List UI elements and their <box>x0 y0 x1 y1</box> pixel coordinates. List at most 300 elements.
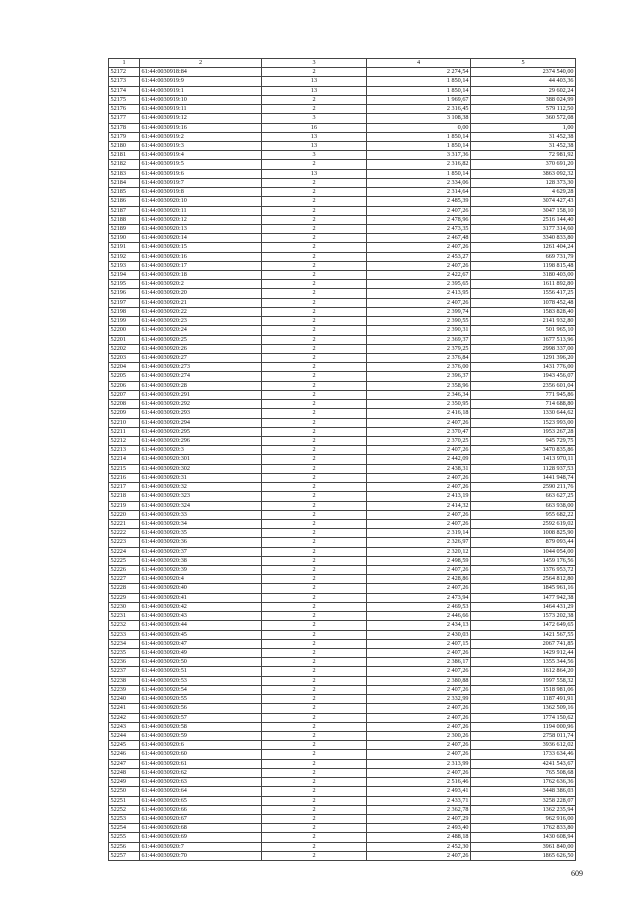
table-row <box>109 787 576 796</box>
cadastral-value-cell: 579 112,50 <box>471 105 576 114</box>
cadastral-value-cell: 3448 386,03 <box>471 787 576 796</box>
row-number-cell: 52222 <box>109 529 140 538</box>
specific-value-cell: 0,00 <box>367 123 471 132</box>
table-row <box>109 390 576 399</box>
table-row <box>109 473 576 482</box>
cadastral-number-cell: 61:44:0030920:21 <box>140 298 262 307</box>
cadastral-value-cell: 1044 054,00 <box>471 547 576 556</box>
group-cell: 2 <box>262 436 367 445</box>
cadastral-number-cell: 61:44:0030919:8 <box>140 188 262 197</box>
specific-value-cell: 2 414,32 <box>367 501 471 510</box>
group-cell: 2 <box>262 510 367 519</box>
cadastral-number-cell: 61:44:0030920:24 <box>140 326 262 335</box>
cadastral-value-cell: 44 403,36 <box>471 77 576 86</box>
cadastral-number-cell: 61:44:0030920:66 <box>140 805 262 814</box>
cadastral-number-cell: 61:44:0030920:50 <box>140 658 262 667</box>
cadastral-value-cell: 72 981,92 <box>471 151 576 160</box>
cadastral-value-cell: 945 729,75 <box>471 436 576 445</box>
specific-value-cell: 2 430,03 <box>367 630 471 639</box>
row-number-cell: 52216 <box>109 473 140 482</box>
cadastral-value-cell: 1762 636,36 <box>471 778 576 787</box>
specific-value-cell: 2 478,96 <box>367 215 471 224</box>
group-cell: 13 <box>262 141 367 150</box>
cadastral-number-cell: 61:44:0030920:4 <box>140 575 262 584</box>
row-number-cell: 52177 <box>109 114 140 123</box>
specific-value-cell: 2 407,26 <box>367 768 471 777</box>
group-cell: 2 <box>262 538 367 547</box>
group-cell: 2 <box>262 317 367 326</box>
specific-value-cell: 2 428,86 <box>367 575 471 584</box>
cadastral-value-cell: 2564 812,80 <box>471 575 576 584</box>
table-row <box>109 796 576 805</box>
specific-value-cell: 2 446,66 <box>367 612 471 621</box>
cadastral-number-cell: 61:44:0030920:45 <box>140 630 262 639</box>
row-number-cell: 52245 <box>109 741 140 750</box>
specific-value-cell: 2 442,09 <box>367 455 471 464</box>
group-cell: 2 <box>262 824 367 833</box>
specific-value-cell: 2 319,14 <box>367 529 471 538</box>
group-cell: 2 <box>262 833 367 842</box>
row-number-cell: 52246 <box>109 750 140 759</box>
group-cell: 2 <box>262 400 367 409</box>
specific-value-cell: 2 358,96 <box>367 381 471 390</box>
cadastral-value-cell: 1291 396,20 <box>471 354 576 363</box>
row-number-cell: 52233 <box>109 630 140 639</box>
specific-value-cell: 2 407,26 <box>367 713 471 722</box>
cadastral-number-cell: 61:44:0030920:60 <box>140 750 262 759</box>
cadastral-value-cell: 2516 144,40 <box>471 215 576 224</box>
cadastral-number-cell: 61:44:0030920:34 <box>140 519 262 528</box>
row-number-cell: 52257 <box>109 851 140 860</box>
table-row <box>109 271 576 280</box>
specific-value-cell: 2 376,00 <box>367 363 471 372</box>
row-number-cell: 52206 <box>109 381 140 390</box>
row-number-cell: 52188 <box>109 215 140 224</box>
cadastral-number-cell: 61:44:0030920:291 <box>140 390 262 399</box>
row-number-cell: 52187 <box>109 206 140 215</box>
table-row <box>109 344 576 353</box>
cadastral-value-cell: 1573 202,38 <box>471 612 576 621</box>
row-number-cell: 52180 <box>109 141 140 150</box>
row-number-cell: 52191 <box>109 243 140 252</box>
cadastral-value-cell: 3074 427,43 <box>471 197 576 206</box>
specific-value-cell: 2 320,12 <box>367 547 471 556</box>
row-number-cell: 52210 <box>109 418 140 427</box>
row-number-cell: 52175 <box>109 95 140 104</box>
specific-value-cell: 2 326,97 <box>367 538 471 547</box>
cadastral-number-cell: 61:44:0030920:57 <box>140 713 262 722</box>
specific-value-cell: 2 422,67 <box>367 271 471 280</box>
cadastral-value-cell: 1583 828,40 <box>471 307 576 316</box>
cadastral-number-cell: 61:44:0030920:43 <box>140 612 262 621</box>
row-number-cell: 52205 <box>109 372 140 381</box>
cadastral-number-cell: 61:44:0030920:54 <box>140 685 262 694</box>
row-number-cell: 52249 <box>109 778 140 787</box>
column-header: 4 <box>367 59 471 68</box>
table-row <box>109 243 576 252</box>
specific-value-cell: 2 407,26 <box>367 667 471 676</box>
cadastral-value-cell: 1556 417,25 <box>471 289 576 298</box>
cadastral-value-cell: 3180 403,00 <box>471 271 576 280</box>
specific-value-cell: 2 407,26 <box>367 704 471 713</box>
specific-value-cell: 2 452,30 <box>367 842 471 851</box>
cadastral-value-cell: 3470 835,86 <box>471 446 576 455</box>
table-row <box>109 326 576 335</box>
table-row <box>109 234 576 243</box>
cadastral-number-cell: 61:44:0030919:9 <box>140 77 262 86</box>
group-cell: 2 <box>262 243 367 252</box>
specific-value-cell: 2 473,35 <box>367 224 471 233</box>
specific-value-cell: 2 438,31 <box>367 464 471 473</box>
table-row <box>109 639 576 648</box>
table-row <box>109 261 576 270</box>
group-cell: 2 <box>262 354 367 363</box>
cadastral-number-cell: 61:44:0030920:292 <box>140 400 262 409</box>
table-row <box>109 363 576 372</box>
cadastral-value-cell: 1518 981,06 <box>471 685 576 694</box>
specific-value-cell: 2 516,46 <box>367 778 471 787</box>
cadastral-number-cell: 61:44:0030920:65 <box>140 796 262 805</box>
column-header: 2 <box>140 59 262 68</box>
group-cell: 2 <box>262 261 367 270</box>
cadastral-number-cell: 61:44:0030920:63 <box>140 778 262 787</box>
cadastral-number-cell: 61:44:0030920:7 <box>140 842 262 851</box>
cadastral-value-cell: 2998 337,00 <box>471 344 576 353</box>
specific-value-cell: 2 407,26 <box>367 519 471 528</box>
row-number-cell: 52203 <box>109 354 140 363</box>
row-number-cell: 52235 <box>109 649 140 658</box>
table-row <box>109 418 576 427</box>
cadastral-value-cell: 31 452,38 <box>471 141 576 150</box>
cadastral-value-cell: 1774 150,62 <box>471 713 576 722</box>
specific-value-cell: 2 362,78 <box>367 805 471 814</box>
group-cell: 16 <box>262 123 367 132</box>
specific-value-cell: 2 370,25 <box>367 436 471 445</box>
row-number-cell: 52172 <box>109 68 140 77</box>
cadastral-number-cell: 61:44:0030920:61 <box>140 759 262 768</box>
specific-value-cell: 2 274,54 <box>367 68 471 77</box>
cadastral-number-cell: 61:44:0030920:39 <box>140 566 262 575</box>
cadastral-value-cell: 2758 011,74 <box>471 731 576 740</box>
group-cell: 13 <box>262 77 367 86</box>
cadastral-number-cell: 61:44:0030920:42 <box>140 602 262 611</box>
group-cell: 2 <box>262 759 367 768</box>
group-cell: 2 <box>262 492 367 501</box>
specific-value-cell: 2 376,84 <box>367 354 471 363</box>
row-number-cell: 52237 <box>109 667 140 676</box>
table-row <box>109 695 576 704</box>
table-row <box>109 538 576 547</box>
table-row <box>109 123 576 132</box>
table-row <box>109 501 576 510</box>
cadastral-value-cell: 1612 864,20 <box>471 667 576 676</box>
cadastral-number-cell: 61:44:0030920:14 <box>140 234 262 243</box>
cadastral-value-cell: 3863 092,32 <box>471 169 576 178</box>
specific-value-cell: 2 498,59 <box>367 556 471 565</box>
cadastral-number-cell: 61:44:0030920:51 <box>140 667 262 676</box>
group-cell: 2 <box>262 731 367 740</box>
group-cell: 2 <box>262 427 367 436</box>
cadastral-value-cell: 1762 833,80 <box>471 824 576 833</box>
cadastral-value-cell: 501 965,10 <box>471 326 576 335</box>
cadastral-number-cell: 61:44:0030920:301 <box>140 455 262 464</box>
table-row <box>109 400 576 409</box>
row-number-cell: 52256 <box>109 842 140 851</box>
table-row <box>109 68 576 77</box>
table-row <box>109 713 576 722</box>
cadastral-value-cell: 1078 452,48 <box>471 298 576 307</box>
group-cell: 2 <box>262 529 367 538</box>
cadastral-number-cell: 61:44:0030920:10 <box>140 197 262 206</box>
specific-value-cell: 2 493,40 <box>367 824 471 833</box>
group-cell: 2 <box>262 95 367 104</box>
specific-value-cell: 2 396,37 <box>367 372 471 381</box>
cadastral-value-cell: 2067 741,85 <box>471 639 576 648</box>
row-number-cell: 52213 <box>109 446 140 455</box>
specific-value-cell: 2 407,26 <box>367 261 471 270</box>
cadastral-number-cell: 61:44:0030919:3 <box>140 141 262 150</box>
cadastral-number-cell: 61:44:0030920:295 <box>140 427 262 436</box>
row-number-cell: 52207 <box>109 390 140 399</box>
cadastral-value-cell: 1421 567,55 <box>471 630 576 639</box>
cadastral-value-cell: 1355 344,56 <box>471 658 576 667</box>
table-header-row <box>109 59 576 68</box>
specific-value-cell: 2 379,25 <box>367 344 471 353</box>
table-row <box>109 731 576 740</box>
row-number-cell: 52243 <box>109 722 140 731</box>
table-body <box>109 68 576 861</box>
specific-value-cell: 2 350,95 <box>367 400 471 409</box>
group-cell: 2 <box>262 483 367 492</box>
group-cell: 2 <box>262 289 367 298</box>
cadastral-value-cell: 1472 649,65 <box>471 621 576 630</box>
cadastral-value-cell: 1477 942,38 <box>471 593 576 602</box>
row-number-cell: 52228 <box>109 584 140 593</box>
specific-value-cell: 1 969,67 <box>367 95 471 104</box>
group-cell: 2 <box>262 335 367 344</box>
row-number-cell: 52244 <box>109 731 140 740</box>
row-number-cell: 52173 <box>109 77 140 86</box>
cadastral-value-cell: 955 682,22 <box>471 510 576 519</box>
table-row <box>109 178 576 187</box>
specific-value-cell: 2 369,37 <box>367 335 471 344</box>
table-row <box>109 833 576 842</box>
row-number-cell: 52212 <box>109 436 140 445</box>
page-number: 609 <box>571 869 583 878</box>
cadastral-number-cell: 61:44:0030920:273 <box>140 363 262 372</box>
table-row <box>109 492 576 501</box>
specific-value-cell: 2 407,26 <box>367 649 471 658</box>
row-number-cell: 52199 <box>109 317 140 326</box>
specific-value-cell: 2 407,26 <box>367 584 471 593</box>
group-cell: 2 <box>262 363 367 372</box>
specific-value-cell: 2 407,15 <box>367 639 471 648</box>
specific-value-cell: 1 850,14 <box>367 141 471 150</box>
table-row <box>109 197 576 206</box>
row-number-cell: 52220 <box>109 510 140 519</box>
group-cell: 2 <box>262 612 367 621</box>
group-cell: 2 <box>262 197 367 206</box>
table-row <box>109 584 576 593</box>
group-cell: 2 <box>262 768 367 777</box>
specific-value-cell: 2 407,26 <box>367 722 471 731</box>
specific-value-cell: 2 433,71 <box>367 796 471 805</box>
cadastral-number-cell: 61:44:0030920:37 <box>140 547 262 556</box>
cadastral-number-cell: 61:44:0030920:293 <box>140 409 262 418</box>
cadastral-number-cell: 61:44:0030920:32 <box>140 483 262 492</box>
table-row <box>109 141 576 150</box>
group-cell: 2 <box>262 695 367 704</box>
row-number-cell: 52234 <box>109 639 140 648</box>
cadastral-number-cell: 61:44:0030920:11 <box>140 206 262 215</box>
cadastral-value-cell: 1198 815,48 <box>471 261 576 270</box>
cadastral-value-cell: 1459 176,56 <box>471 556 576 565</box>
group-cell: 2 <box>262 252 367 261</box>
row-number-cell: 52198 <box>109 307 140 316</box>
table-row <box>109 298 576 307</box>
cadastral-value-cell: 1194 000,96 <box>471 722 576 731</box>
table-row <box>109 289 576 298</box>
row-number-cell: 52181 <box>109 151 140 160</box>
cadastral-value-cell: 669 731,79 <box>471 252 576 261</box>
cadastral-value-cell: 1261 404,24 <box>471 243 576 252</box>
table-row <box>109 575 576 584</box>
table-row <box>109 280 576 289</box>
cadastral-value-cell: 1611 892,80 <box>471 280 576 289</box>
specific-value-cell: 2 467,48 <box>367 234 471 243</box>
specific-value-cell: 2 493,41 <box>367 787 471 796</box>
group-cell: 2 <box>262 842 367 851</box>
group-cell: 2 <box>262 224 367 233</box>
table-row <box>109 510 576 519</box>
table-row <box>109 621 576 630</box>
cadastral-number-cell: 61:44:0030919:12 <box>140 114 262 123</box>
group-cell: 2 <box>262 750 367 759</box>
row-number-cell: 52252 <box>109 805 140 814</box>
cadastral-number-cell: 61:44:0030920:68 <box>140 824 262 833</box>
specific-value-cell: 3 317,36 <box>367 151 471 160</box>
group-cell: 2 <box>262 602 367 611</box>
table-row <box>109 704 576 713</box>
specific-value-cell: 2 316,45 <box>367 105 471 114</box>
table-row <box>109 750 576 759</box>
cadastral-value-cell: 1943 456,07 <box>471 372 576 381</box>
row-number-cell: 52253 <box>109 814 140 823</box>
table-row <box>109 483 576 492</box>
cadastral-number-cell: 61:44:0030920:23 <box>140 317 262 326</box>
cadastral-value-cell: 1430 608,94 <box>471 833 576 842</box>
row-number-cell: 52255 <box>109 833 140 842</box>
cadastral-number-cell: 61:44:0030920:18 <box>140 271 262 280</box>
cadastral-value-cell: 1128 937,53 <box>471 464 576 473</box>
table-row <box>109 851 576 860</box>
cadastral-value-cell: 29 602,24 <box>471 86 576 95</box>
cadastral-value-cell: 2590 211,76 <box>471 483 576 492</box>
cadastral-number-cell: 61:44:0030919:5 <box>140 160 262 169</box>
group-cell: 2 <box>262 381 367 390</box>
row-number-cell: 52231 <box>109 612 140 621</box>
table-row <box>109 649 576 658</box>
row-number-cell: 52189 <box>109 224 140 233</box>
cadastral-number-cell: 61:44:0030920:36 <box>140 538 262 547</box>
row-number-cell: 52174 <box>109 86 140 95</box>
row-number-cell: 52201 <box>109 335 140 344</box>
specific-value-cell: 2 332,99 <box>367 695 471 704</box>
table-row <box>109 814 576 823</box>
row-number-cell: 52218 <box>109 492 140 501</box>
cadastral-number-cell: 61:44:0030920:324 <box>140 501 262 510</box>
group-cell: 2 <box>262 547 367 556</box>
group-cell: 2 <box>262 575 367 584</box>
cadastral-number-cell: 61:44:0030920:22 <box>140 307 262 316</box>
row-number-cell: 52250 <box>109 787 140 796</box>
cadastral-number-cell: 61:44:0030920:35 <box>140 529 262 538</box>
cadastral-number-cell: 61:44:0030920:44 <box>140 621 262 630</box>
group-cell: 2 <box>262 473 367 482</box>
table-row <box>109 206 576 215</box>
row-number-cell: 52211 <box>109 427 140 436</box>
specific-value-cell: 2 407,26 <box>367 685 471 694</box>
row-number-cell: 52239 <box>109 685 140 694</box>
cadastral-number-cell: 61:44:0030920:62 <box>140 768 262 777</box>
table-row <box>109 556 576 565</box>
cadastral-value-cell: 1464 431,29 <box>471 602 576 611</box>
table-row <box>109 354 576 363</box>
specific-value-cell: 2 469,53 <box>367 602 471 611</box>
group-cell: 2 <box>262 722 367 731</box>
column-header: 1 <box>109 59 140 68</box>
table-row <box>109 372 576 381</box>
row-number-cell: 52221 <box>109 519 140 528</box>
cadastral-value-cell: 4241 543,67 <box>471 759 576 768</box>
group-cell: 2 <box>262 704 367 713</box>
cadastral-number-cell: 61:44:0030920:70 <box>140 851 262 860</box>
table-row <box>109 307 576 316</box>
specific-value-cell: 2 390,55 <box>367 317 471 326</box>
group-cell: 2 <box>262 778 367 787</box>
cadastral-number-cell: 61:44:0030920:38 <box>140 556 262 565</box>
table-row <box>109 593 576 602</box>
cadastral-number-cell: 61:44:0030920:40 <box>140 584 262 593</box>
cadastral-value-cell: 3047 158,10 <box>471 206 576 215</box>
cadastral-value-cell: 2592 619,02 <box>471 519 576 528</box>
row-number-cell: 52225 <box>109 556 140 565</box>
specific-value-cell: 2 413,19 <box>367 492 471 501</box>
group-cell: 2 <box>262 639 367 648</box>
specific-value-cell: 2 434,13 <box>367 621 471 630</box>
group-cell: 2 <box>262 344 367 353</box>
cadastral-number-cell: 61:44:0030920:12 <box>140 215 262 224</box>
table-row <box>109 317 576 326</box>
cadastral-number-cell: 61:44:0030920:47 <box>140 639 262 648</box>
cadastral-value-cell: 1523 993,00 <box>471 418 576 427</box>
cadastral-number-cell: 61:44:0030919:2 <box>140 132 262 141</box>
row-number-cell: 52193 <box>109 261 140 270</box>
specific-value-cell: 2 407,26 <box>367 741 471 750</box>
table-row <box>109 455 576 464</box>
table-row <box>109 151 576 160</box>
specific-value-cell: 2 407,26 <box>367 473 471 482</box>
specific-value-cell: 2 453,27 <box>367 252 471 261</box>
table-row <box>109 381 576 390</box>
specific-value-cell: 2 407,26 <box>367 298 471 307</box>
cadastral-number-cell: 61:44:0030918:84 <box>140 68 262 77</box>
row-number-cell: 52192 <box>109 252 140 261</box>
cadastral-number-cell: 61:44:0030920:26 <box>140 344 262 353</box>
cadastral-value-cell: 1953 267,28 <box>471 427 576 436</box>
column-header: 5 <box>471 59 576 68</box>
cadastral-value-cell: 714 688,80 <box>471 400 576 409</box>
